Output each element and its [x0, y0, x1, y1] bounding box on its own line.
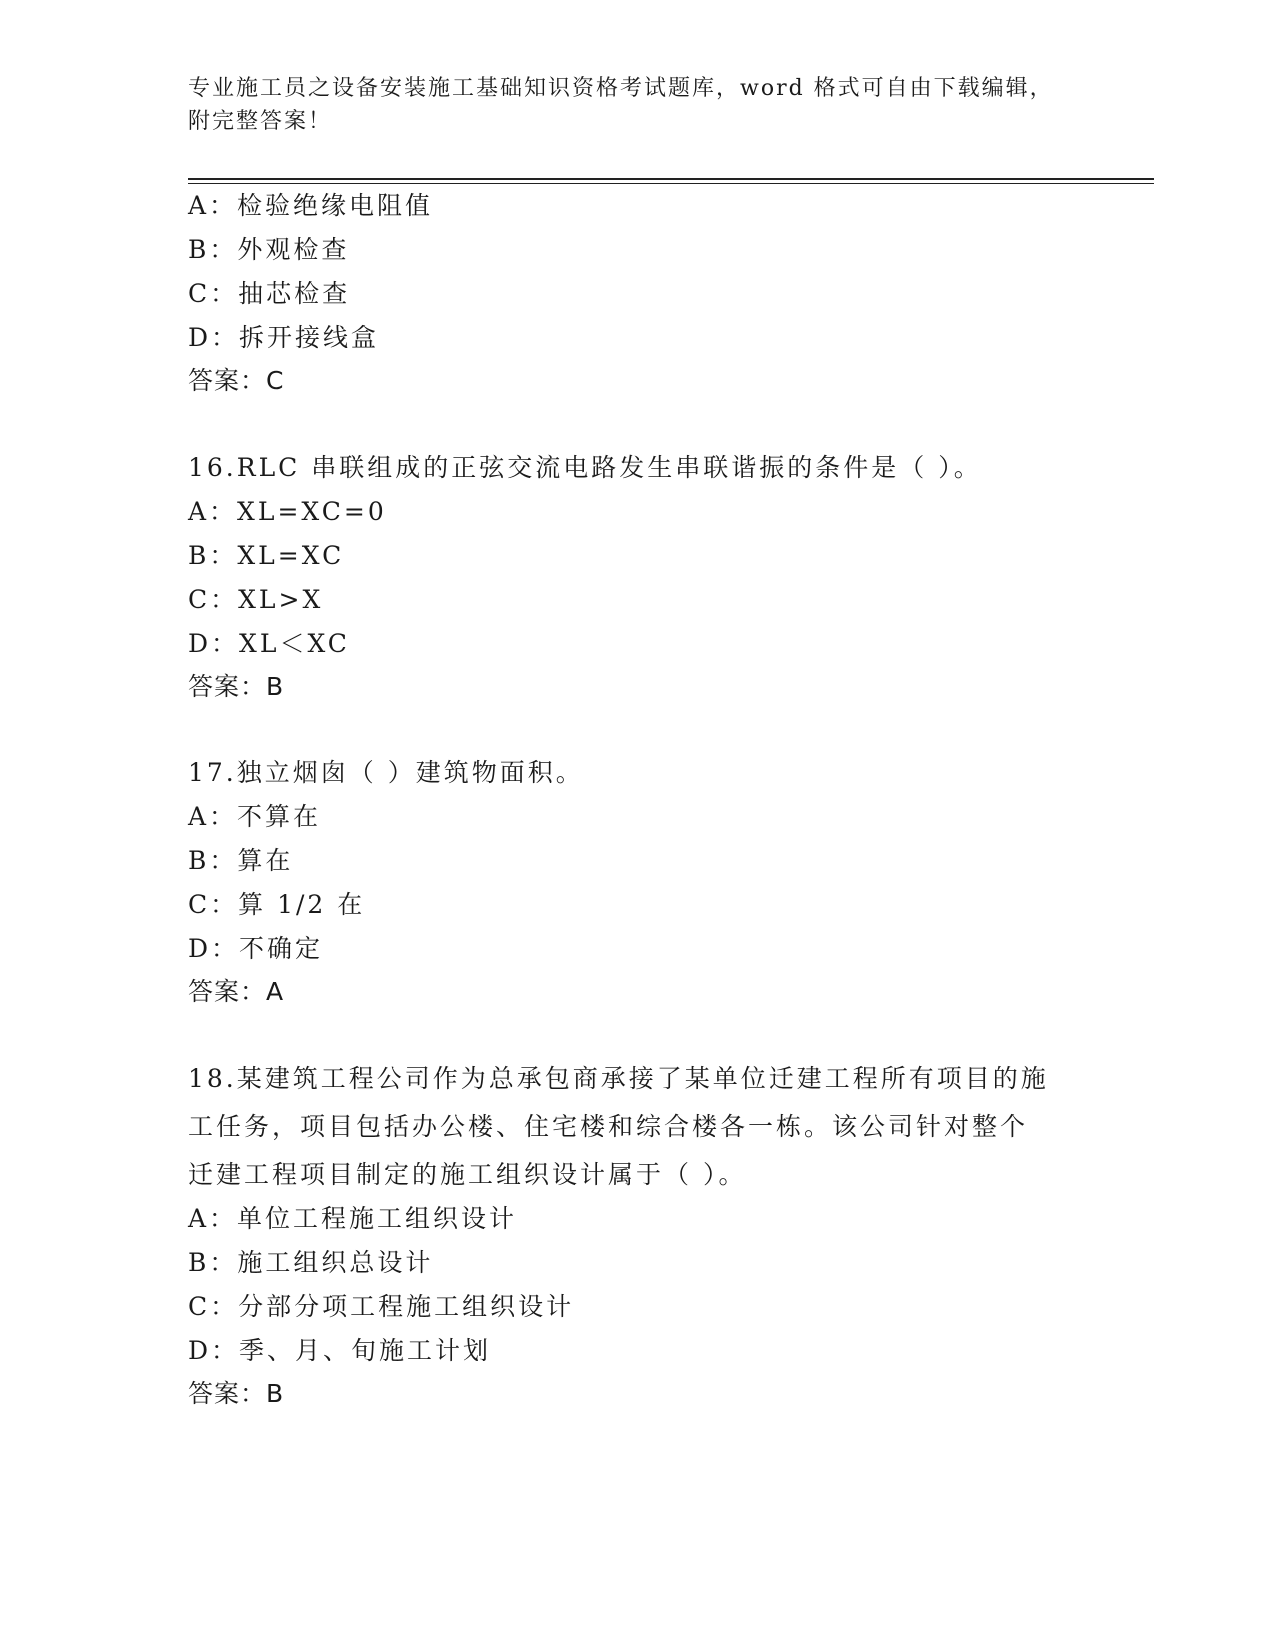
option-a: A：检验绝缘电阻值	[188, 191, 434, 220]
option-c: C：XL>X	[188, 585, 324, 614]
option-d: D：XL＜XC	[188, 629, 350, 658]
option-d: D：季、月、旬施工计划	[188, 1336, 492, 1365]
option-a: A：XL=XC=0	[188, 497, 387, 526]
option-a: A：单位工程施工组织设计	[188, 1204, 518, 1233]
question-stem-line-3: 迁建工程项目制定的施工组织设计属于（ ）。	[188, 1160, 747, 1189]
question-stem-line-2: 工任务，项目包括办公楼、住宅楼和综合楼各一栋。该公司针对整个	[188, 1112, 1029, 1141]
answer: 答案：B	[188, 672, 285, 701]
header-line-1: 专业施工员之设备安装施工基础知识资格考试题库，word 格式可自由下载编辑，	[188, 76, 1054, 101]
option-d: D：拆开接线盒	[188, 323, 380, 352]
header-divider-thick	[188, 178, 1154, 180]
option-a: A：不算在	[188, 802, 322, 831]
option-c: C：分部分项工程施工组织设计	[188, 1292, 575, 1321]
option-b: B：施工组织总设计	[188, 1248, 434, 1277]
question-stem-line-1: 18.某建筑工程公司作为总承包商承接了某单位迁建工程所有项目的施	[188, 1064, 1049, 1093]
option-d: D：不确定	[188, 934, 324, 963]
header-divider-thin	[188, 183, 1154, 184]
option-c: C：算 1/2 在	[188, 890, 366, 919]
answer: 答案：C	[188, 366, 285, 395]
option-b: B：外观检查	[188, 235, 350, 264]
document-header	[188, 72, 1088, 138]
question-stem: 16.RLC 串联组成的正弦交流电路发生串联谐振的条件是（ ）。	[188, 453, 982, 482]
answer: 答案：A	[188, 977, 285, 1006]
option-b: B：算在	[188, 846, 294, 875]
option-c: C：抽芯检查	[188, 279, 351, 308]
option-b: B：XL=XC	[188, 541, 345, 570]
question-stem: 17.独立烟囱（ ）建筑物面积。	[188, 758, 584, 787]
header-line-2: 附完整答案！	[188, 109, 333, 134]
answer: 答案：B	[188, 1379, 285, 1408]
